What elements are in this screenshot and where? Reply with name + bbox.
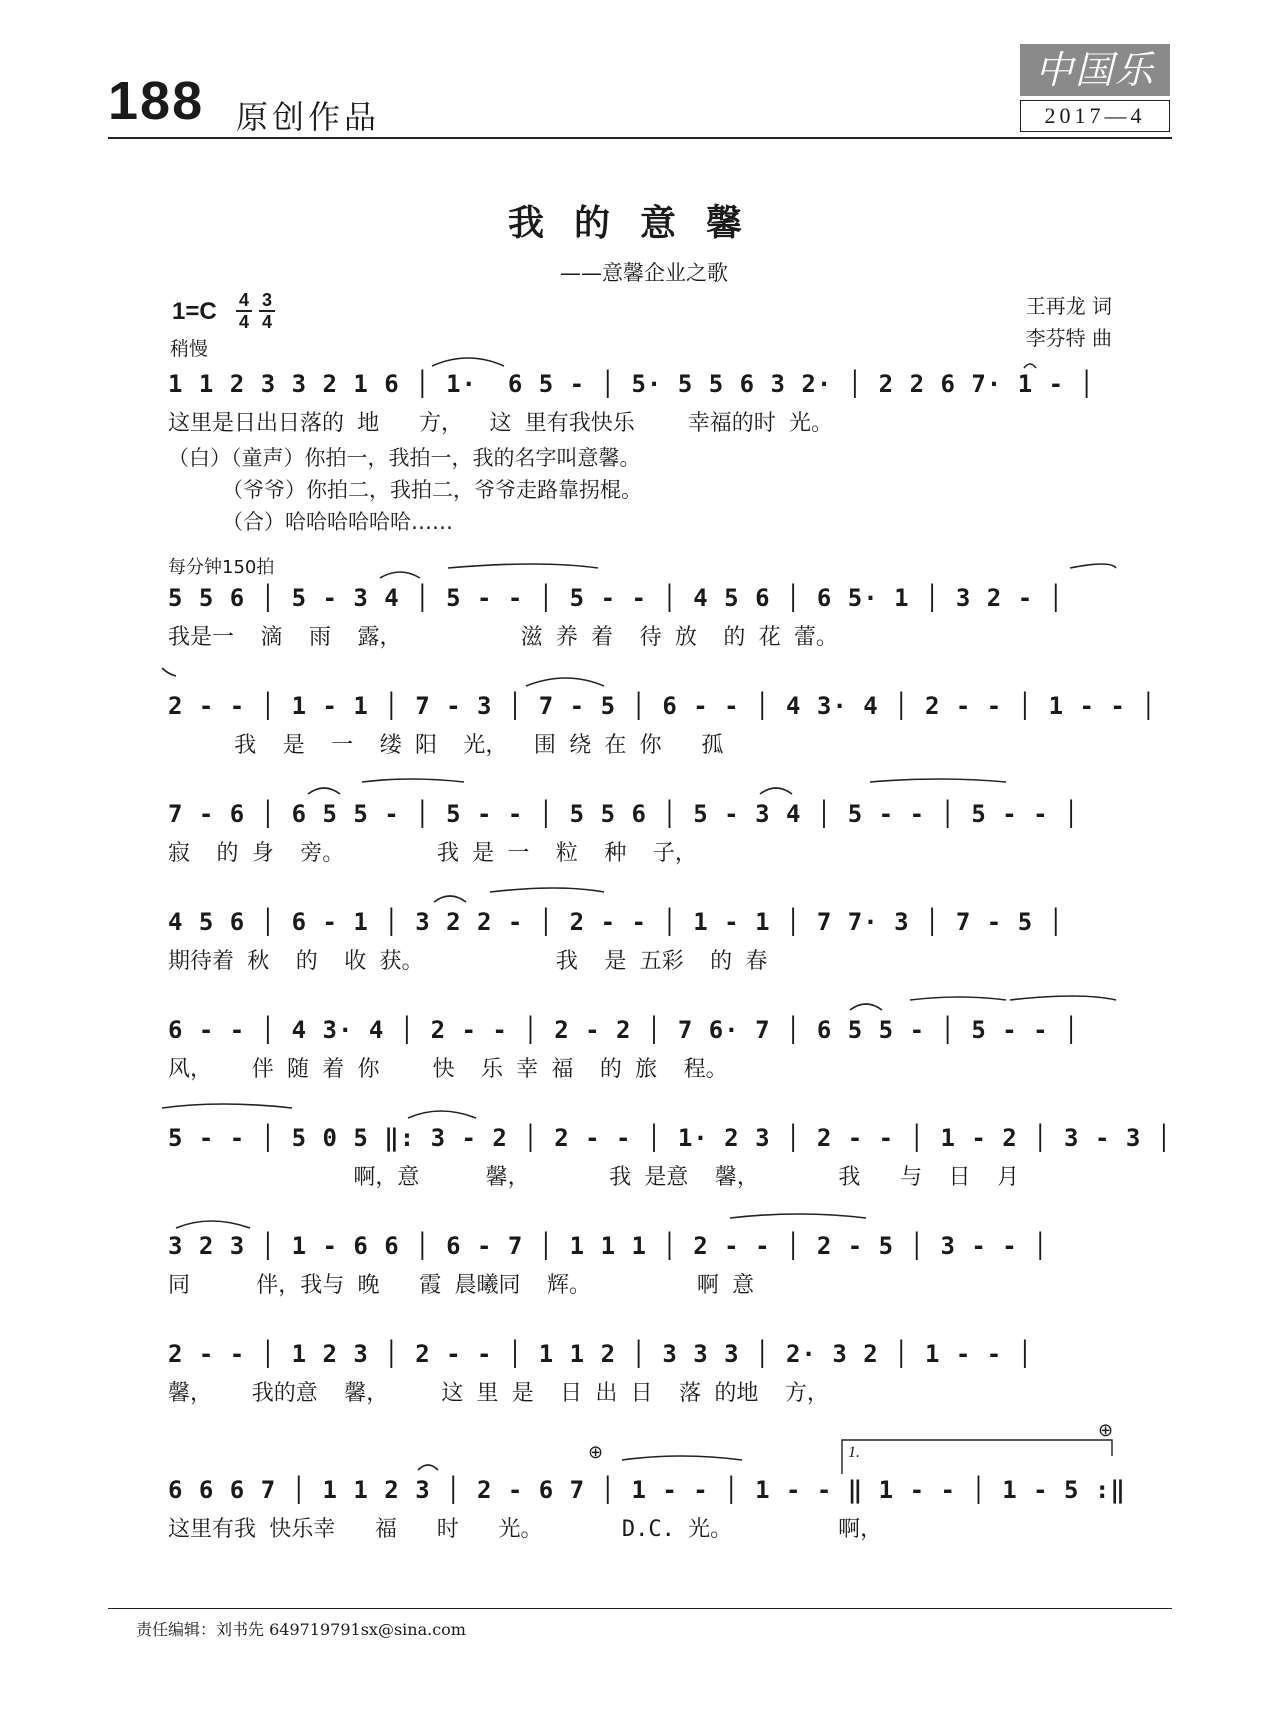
footer-divider xyxy=(108,1608,1172,1609)
time-signature-3-4 xyxy=(258,290,276,332)
section-title: 原创作品 xyxy=(236,98,381,136)
slur xyxy=(418,1465,438,1470)
composer: 李芬特 曲 xyxy=(1025,326,1112,350)
spoken-line-3: （合）哈哈哈哈哈哈…… xyxy=(222,510,453,534)
lyric-line-1: 这里是日出日落的 地 方， 这 里有我快乐 幸福的时 光。 xyxy=(168,411,833,436)
tie xyxy=(622,1456,742,1460)
coda-icon: ⊕ xyxy=(1098,1420,1114,1441)
tie xyxy=(730,1214,866,1218)
tie xyxy=(448,564,598,568)
lyric-line-2: 我是一 滴 雨 露， 滋 养 着 待 放 的 花 蕾。 xyxy=(168,625,838,650)
lyric-line-7: 啊，意 馨， 我 是意 馨， 我 与 日 月 xyxy=(168,1165,1020,1190)
time-sig-bottom: 4 xyxy=(261,312,272,332)
slur xyxy=(380,572,420,578)
footer-editor: 责任编辑：刘书先 649719791sx@sina.com xyxy=(136,1620,466,1639)
slur xyxy=(408,1111,476,1118)
notation-line-6: 6 - - │ 4 3· 4 │ 2 - - │ 2 - 2 │ 7 6· 7 │ 6 5 5 - │ 5 - - │ xyxy=(168,1016,1080,1044)
tie xyxy=(162,668,176,676)
tie xyxy=(1010,996,1116,1000)
lyric-line-10: 这里有我 快乐幸 福 时 光。 D.C. 光。 啊， xyxy=(168,1517,883,1542)
time-signature-4-4 xyxy=(235,290,253,332)
notation-line-3: 2 - - │ 1 - 1 │ 7 - 3 │ 7 - 5 │ 6 - - │ 4 3· 4 │ 2 - - │ 1 - - │ xyxy=(168,692,1157,720)
time-sig-top: 3 xyxy=(261,290,272,310)
magazine-logo: 中国乐 xyxy=(1020,44,1170,96)
song-title: 我的意馨 xyxy=(507,202,772,244)
coda-icon: ⊕ xyxy=(588,1442,604,1463)
song-subtitle: ——意馨企业之歌 xyxy=(560,261,728,285)
tempo-bpm: 每分钟150拍 xyxy=(168,557,275,578)
notation-line-1: 1 1 2 3 3 2 1 6 │ 1· 6 5 - │ 5· 5 5 6 3 2· │ 2 2 6 7· 1 - │ xyxy=(168,370,1095,398)
tie xyxy=(162,1104,292,1108)
notation-line-5: 4 5 6 │ 6 - 1 │ 3 2 2 - │ 2 - - │ 1 - 1 │ 7 7· 3 │ 7 - 5 │ xyxy=(168,908,1065,936)
lyric-line-4: 寂 的 身 旁。 我 是 一 粒 种 子， xyxy=(168,841,697,866)
tie xyxy=(432,358,504,366)
notation-line-8: 3 2 3 │ 1 - 6 6 │ 6 - 7 │ 1 1 1 │ 2 - - │ 2 - 5 │ 3 - - │ xyxy=(168,1232,1049,1260)
tempo-marking: 稍慢 xyxy=(170,338,209,360)
notation-line-9: 2 - - │ 1 2 3 │ 2 - - │ 1 1 2 │ 3 3 3 │ 2· 3 2 │ 1 - - │ xyxy=(168,1340,1034,1368)
fermata-arc xyxy=(1024,364,1036,368)
notation-line-10: 6 6 6 7 │ 1 1 2 3 │ 2 - 6 7 │ 1 - - │ 1 - - ‖ 1 - - │ 1 - 5 :‖ xyxy=(168,1476,1126,1504)
slur xyxy=(526,678,604,686)
slur xyxy=(760,788,792,794)
issue-number: 2017—4 xyxy=(1020,100,1170,132)
lyric-line-6: 风， 伴 随 着 你 快 乐 幸 福 的 旅 程。 xyxy=(168,1057,728,1082)
lyric-line-9: 馨， 我的意 馨， 这 里 是 日 出 日 落 的地 方， xyxy=(168,1381,829,1406)
tie xyxy=(910,997,1006,1000)
slur xyxy=(850,1004,882,1010)
notation-line-4: 7 - 6 │ 6 5 5 - │ 5 - - │ 5 5 6 │ 5 - 3 4 │ 5 - - │ 5 - - │ xyxy=(168,800,1080,828)
header-divider xyxy=(108,137,1172,139)
key-signature: 1=C xyxy=(172,298,217,325)
time-sig-top: 4 xyxy=(238,290,249,310)
volta-bracket xyxy=(842,1440,1112,1474)
notation-line-7: 5 - - │ 5 0 5 ‖: 3 - 2 │ 2 - - │ 1· 2 3 │ 2 - - │ 1 - 2 │ 3 - 3 │ xyxy=(168,1124,1173,1152)
slur xyxy=(434,896,466,902)
lyric-line-5: 期待着 秋 的 收 获。 我 是 五彩 的 春 xyxy=(168,949,768,974)
lyricist: 王再龙 词 xyxy=(1025,294,1112,318)
spoken-line-1: （白）（童声）你拍一，我拍一，我的名字叫意馨。 xyxy=(168,446,641,470)
spoken-line-2: （爷爷）你拍二，我拍二，爷爷走路靠拐棍。 xyxy=(222,478,642,502)
page-number: 188 xyxy=(108,71,205,131)
notation-line-2: 5 5 6 │ 5 - 3 4 │ 5 - - │ 5 - - │ 4 5 6 │ 6 5· 1 │ 3 2 - │ xyxy=(168,584,1065,612)
time-sig-bottom: 4 xyxy=(238,312,249,332)
tie xyxy=(490,888,604,892)
slur xyxy=(176,1221,250,1228)
slur xyxy=(308,788,340,794)
lyric-line-8: 同 伴，我与 晚 霞 晨曦同 辉。 啊 意 xyxy=(168,1273,755,1298)
tie xyxy=(870,779,1006,782)
lyric-line-3: 我 是 一 缕 阳 光， 围 绕 在 你 孤 xyxy=(168,733,724,758)
volta-label: 1. xyxy=(848,1444,860,1461)
tie xyxy=(1070,564,1116,568)
tie xyxy=(362,779,464,782)
